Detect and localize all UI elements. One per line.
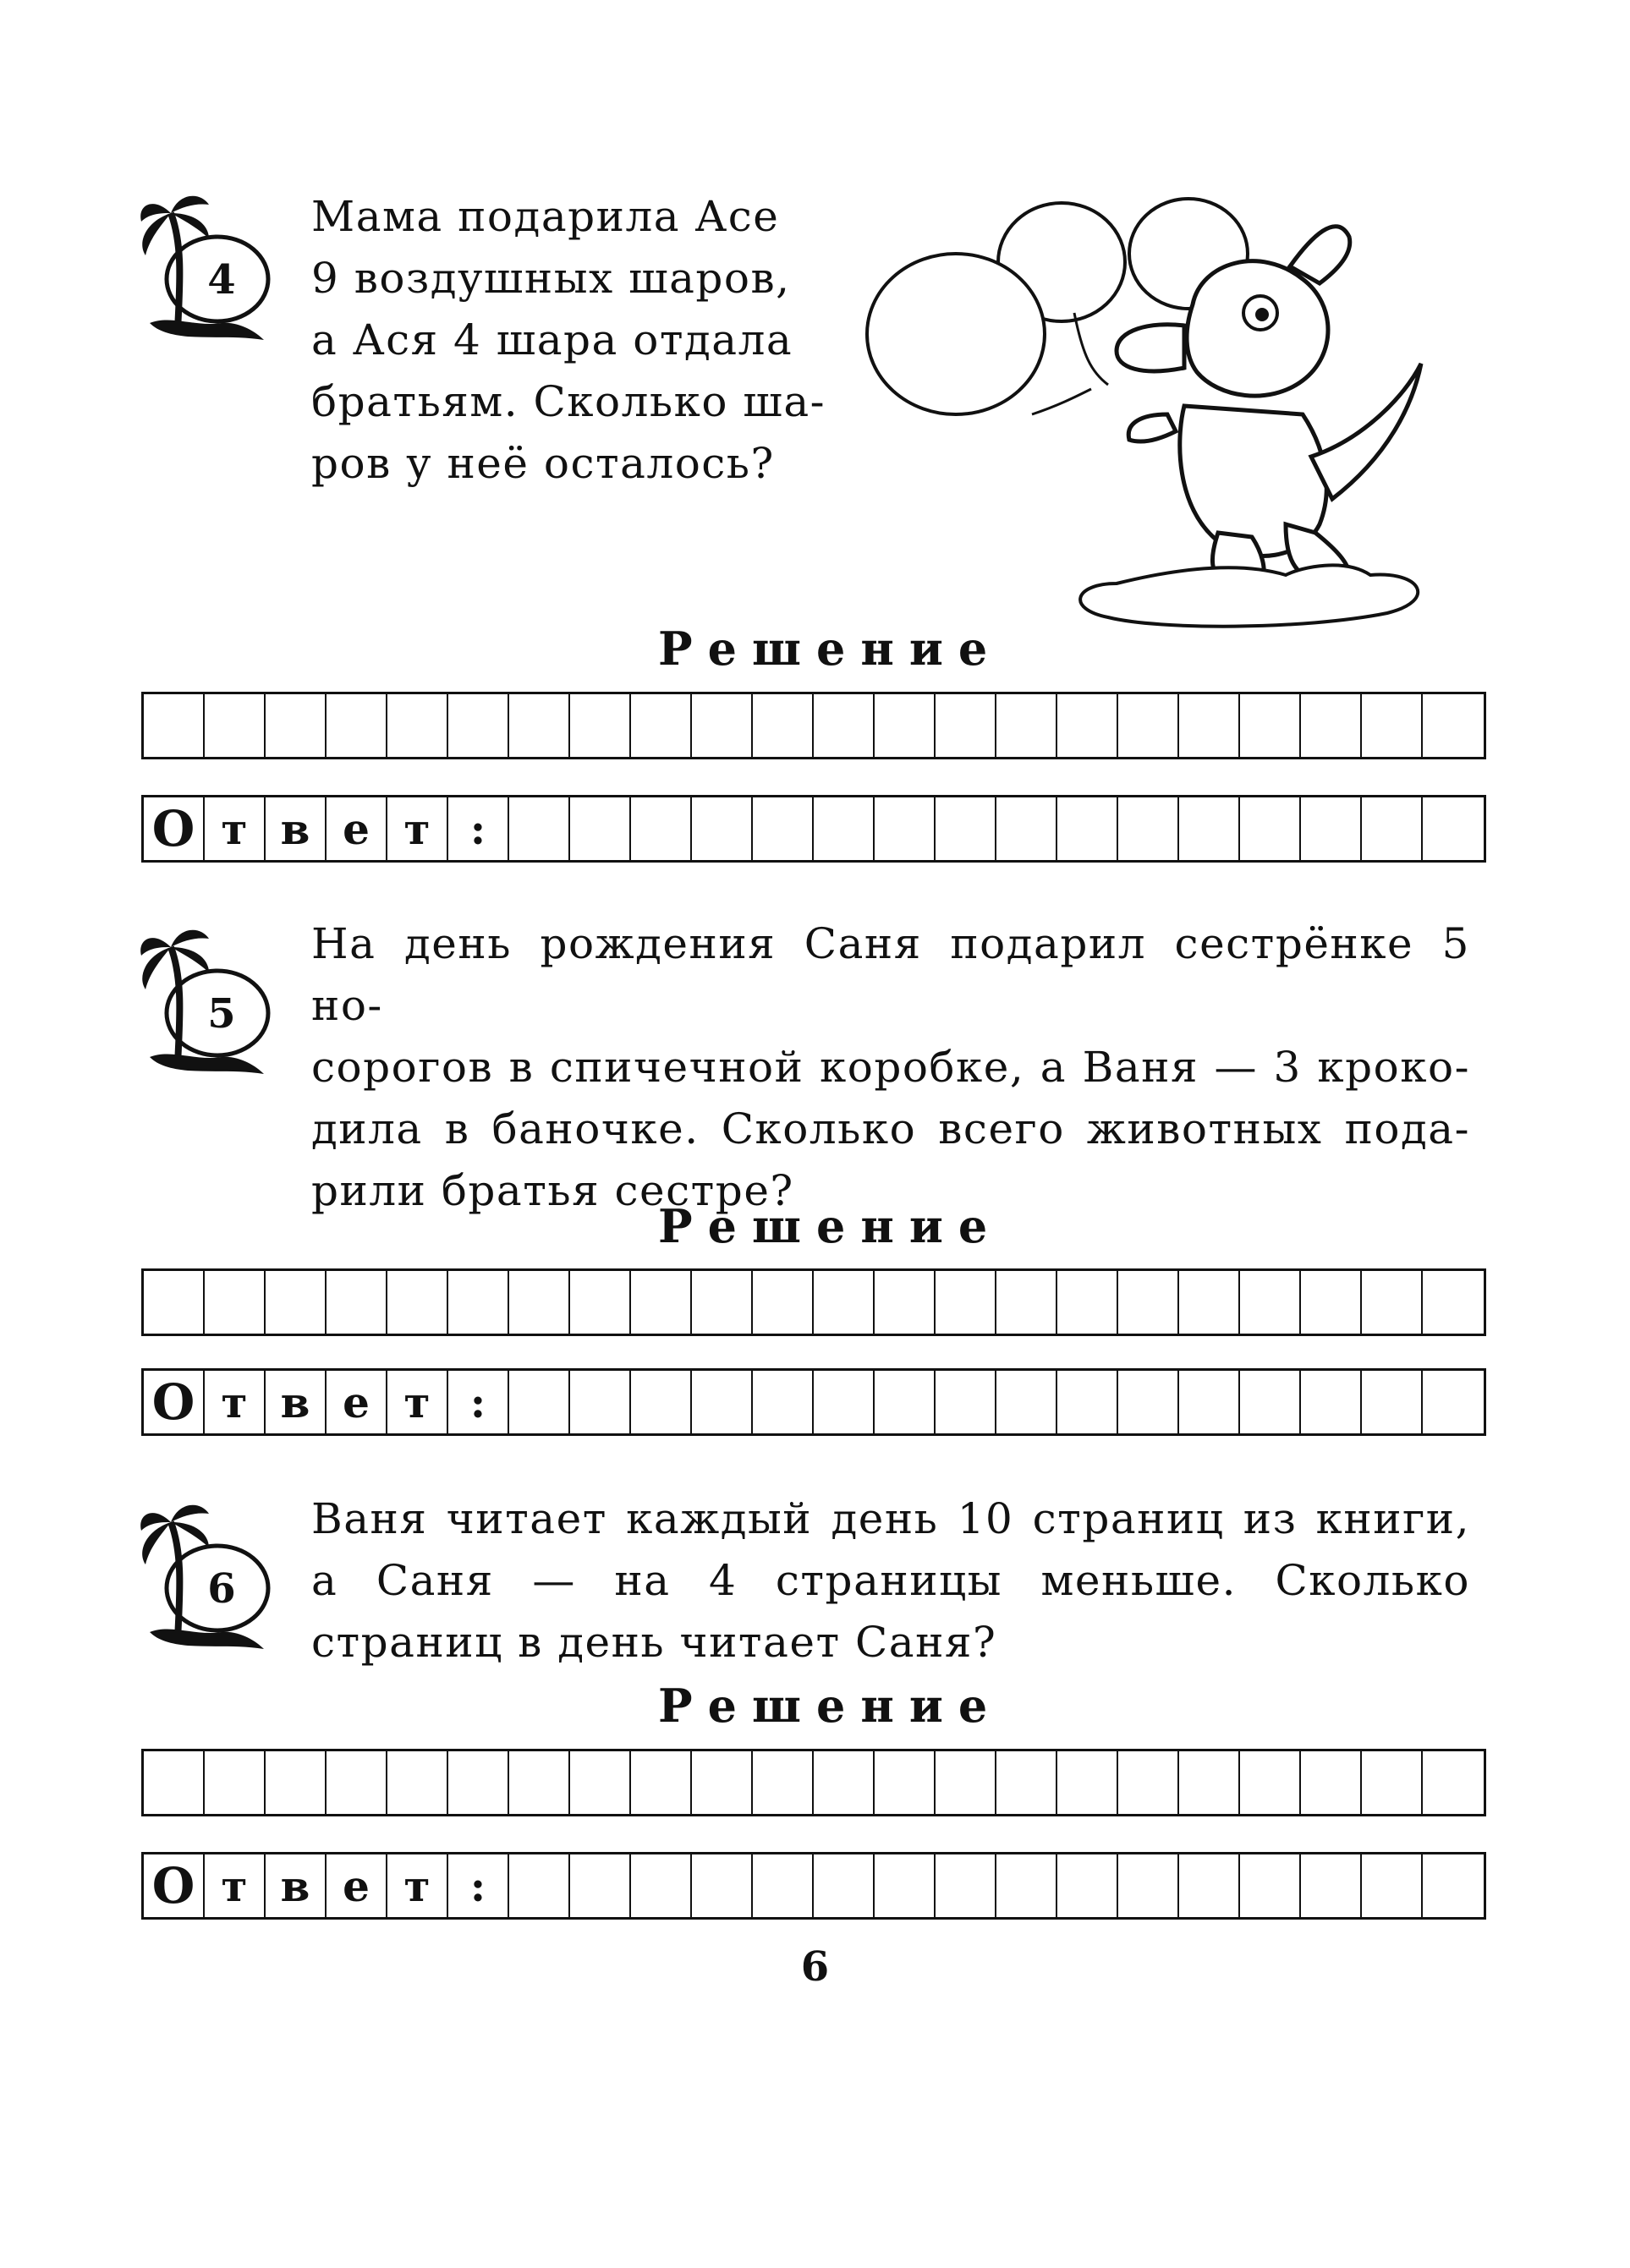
grid-cell[interactable] [1240, 1371, 1301, 1433]
grid-cell[interactable] [448, 694, 509, 757]
grid-cell[interactable] [1362, 1854, 1423, 1917]
answer-label-cell: т [205, 797, 266, 860]
grid-cell[interactable] [1057, 694, 1118, 757]
answer-label-cell: : [448, 797, 509, 860]
grid-cell[interactable] [509, 1371, 570, 1433]
grid-cell[interactable] [1240, 1854, 1301, 1917]
grid-cell[interactable] [448, 1271, 509, 1334]
grid-cell[interactable] [1057, 1271, 1118, 1334]
grid-cell[interactable] [205, 1271, 266, 1334]
grid-cell[interactable] [936, 694, 996, 757]
task-line: страниц в день читает Саня? [311, 1618, 997, 1667]
solution-grid[interactable] [141, 1749, 1486, 1816]
answer-label-cell: е [327, 1371, 387, 1433]
grid-cell[interactable] [327, 694, 387, 757]
palm-tree-egg-icon [137, 922, 272, 1082]
grid-cell[interactable] [753, 1751, 814, 1814]
grid-cell[interactable] [1423, 1271, 1484, 1334]
grid-cell[interactable] [996, 1854, 1057, 1917]
answer-label-cell: т [387, 1371, 448, 1433]
grid-cell[interactable] [631, 1271, 692, 1334]
grid-cell[interactable] [814, 1371, 875, 1433]
task-text [311, 913, 1470, 1222]
grid-cell[interactable] [1362, 1271, 1423, 1334]
task-text [311, 1488, 1470, 1674]
grid-cell[interactable] [1423, 1854, 1484, 1917]
grid-cell[interactable] [509, 1854, 570, 1917]
task-text [311, 186, 826, 495]
grid-cell[interactable] [448, 1751, 509, 1814]
grid-cell[interactable] [509, 1271, 570, 1334]
answer-label-cell: в [266, 797, 327, 860]
grid-cell[interactable] [570, 1751, 631, 1814]
grid-cell[interactable] [631, 1751, 692, 1814]
task-line: а Ася 4 шара отдала [311, 315, 793, 364]
task-number: 4 [207, 256, 236, 304]
task-line: 9 воздушных шаров, [311, 254, 791, 303]
task-line: ров у неё осталось? [311, 439, 775, 488]
grid-cell[interactable] [996, 1271, 1057, 1334]
grid-cell[interactable] [996, 1371, 1057, 1433]
grid-cell[interactable] [570, 1854, 631, 1917]
answer-label-cell: е [327, 797, 387, 860]
task-line: На день рождения Саня подарил сестрёнке 5 но- [311, 919, 1470, 1030]
page-number: 6 [800, 1943, 830, 1991]
solution-heading: Решение [658, 1679, 1003, 1733]
grid-cell[interactable] [1423, 694, 1484, 757]
grid-cell[interactable] [266, 1751, 327, 1814]
grid-cell[interactable] [1179, 694, 1240, 757]
answer-label-cell: т [205, 1371, 266, 1433]
grid-cell[interactable] [875, 1854, 936, 1917]
answer-label-cell: : [448, 1371, 509, 1433]
solution-grid[interactable] [141, 692, 1486, 759]
grid-cell[interactable] [1179, 1271, 1240, 1334]
grid-cell[interactable] [144, 1751, 205, 1814]
answer-grid[interactable] [141, 1852, 1486, 1920]
grid-cell[interactable] [996, 694, 1057, 757]
grid-cell[interactable] [1301, 1751, 1362, 1814]
answer-grid[interactable] [141, 1368, 1486, 1436]
grid-cell[interactable] [631, 694, 692, 757]
grid-cell[interactable] [996, 797, 1057, 860]
grid-cell[interactable] [814, 694, 875, 757]
grid-cell[interactable] [1118, 1854, 1179, 1917]
grid-cell[interactable] [1118, 694, 1179, 757]
grid-cell[interactable] [1301, 797, 1362, 860]
grid-cell[interactable] [692, 797, 753, 860]
answer-grid[interactable] [141, 795, 1486, 863]
grid-cell[interactable] [509, 694, 570, 757]
answer-label-cell: в [266, 1371, 327, 1433]
grid-cell[interactable] [1362, 694, 1423, 757]
grid-cell[interactable] [1057, 1371, 1118, 1433]
grid-cell[interactable] [1057, 797, 1118, 860]
task-number: 6 [207, 1565, 236, 1613]
grid-cell[interactable] [1423, 1751, 1484, 1814]
grid-cell[interactable] [753, 1371, 814, 1433]
grid-cell[interactable] [1118, 1271, 1179, 1334]
grid-cell[interactable] [1179, 797, 1240, 860]
grid-cell[interactable] [387, 1751, 448, 1814]
grid-cell[interactable] [387, 694, 448, 757]
solution-heading: Решение [658, 622, 1003, 676]
task-line: Ваня читает каждый день 10 страниц из книги, [311, 1494, 1470, 1543]
grid-cell[interactable] [814, 797, 875, 860]
grid-cell[interactable] [1118, 1371, 1179, 1433]
grid-cell[interactable] [144, 694, 205, 757]
grid-cell[interactable] [1179, 1371, 1240, 1433]
grid-cell[interactable] [570, 797, 631, 860]
grid-cell[interactable] [936, 1371, 996, 1433]
grid-cell[interactable] [205, 1751, 266, 1814]
grid-cell[interactable] [996, 1751, 1057, 1814]
solution-grid[interactable] [141, 1268, 1486, 1336]
grid-cell[interactable] [936, 1271, 996, 1334]
grid-cell[interactable] [692, 694, 753, 757]
grid-cell[interactable] [875, 1371, 936, 1433]
task-line: Мама подарила Асе [311, 192, 780, 241]
grid-cell[interactable] [936, 1751, 996, 1814]
grid-cell[interactable] [1057, 1854, 1118, 1917]
grid-cell[interactable] [1118, 1751, 1179, 1814]
grid-cell[interactable] [1240, 694, 1301, 757]
grid-cell[interactable] [1301, 1371, 1362, 1433]
palm-tree-egg-icon [137, 1497, 272, 1657]
grid-cell[interactable] [631, 1854, 692, 1917]
grid-cell[interactable] [1423, 1371, 1484, 1433]
grid-cell[interactable] [936, 1854, 996, 1917]
task-line: дила в баночке. Сколько всего животных пода- [311, 1104, 1470, 1153]
grid-cell[interactable] [327, 1271, 387, 1334]
answer-label-cell: в [266, 1854, 327, 1917]
grid-cell[interactable] [753, 797, 814, 860]
task-number: 5 [207, 990, 236, 1038]
grid-cell[interactable] [570, 1271, 631, 1334]
task-line: а Саня — на 4 страницы меньше. Сколько [311, 1556, 1470, 1605]
grid-cell[interactable] [814, 1751, 875, 1814]
grid-cell[interactable] [1423, 797, 1484, 860]
task-line: братьям. Сколько ша- [311, 377, 826, 426]
dinosaur-with-balloons-icon [863, 186, 1455, 643]
grid-cell[interactable] [1240, 797, 1301, 860]
grid-cell[interactable] [1179, 1751, 1240, 1814]
grid-cell[interactable] [875, 797, 936, 860]
grid-cell[interactable] [875, 694, 936, 757]
grid-cell[interactable] [205, 694, 266, 757]
grid-cell[interactable] [266, 1271, 327, 1334]
grid-cell[interactable] [814, 1854, 875, 1917]
grid-cell[interactable] [144, 1271, 205, 1334]
answer-label-cell: : [448, 1854, 509, 1917]
grid-cell[interactable] [692, 1751, 753, 1814]
grid-cell[interactable] [1057, 1751, 1118, 1814]
answer-label-cell: т [387, 1854, 448, 1917]
grid-cell[interactable] [1301, 694, 1362, 757]
grid-cell[interactable] [631, 1371, 692, 1433]
grid-cell[interactable] [936, 797, 996, 860]
grid-cell[interactable] [1301, 1854, 1362, 1917]
grid-cell[interactable] [327, 1751, 387, 1814]
grid-cell[interactable] [753, 694, 814, 757]
grid-cell[interactable] [1179, 1854, 1240, 1917]
grid-cell[interactable] [692, 1271, 753, 1334]
answer-label-cell: е [327, 1854, 387, 1917]
grid-cell[interactable] [753, 1854, 814, 1917]
solution-heading: Решение [658, 1199, 1003, 1253]
task-line: рили братья сестре? [311, 1166, 794, 1215]
palm-tree-egg-icon [137, 188, 272, 348]
grid-cell[interactable] [631, 797, 692, 860]
grid-cell[interactable] [1240, 1751, 1301, 1814]
answer-label-cell: т [205, 1854, 266, 1917]
grid-cell[interactable] [692, 1371, 753, 1433]
grid-cell[interactable] [1362, 1371, 1423, 1433]
grid-cell[interactable] [509, 1751, 570, 1814]
grid-cell[interactable] [753, 1271, 814, 1334]
answer-label-cell: т [387, 797, 448, 860]
task-line: сорогов в спичечной коробке, а Ваня — 3 кроко- [311, 1043, 1470, 1092]
answer-label-cell: О [144, 797, 205, 860]
grid-cell[interactable] [266, 694, 327, 757]
grid-cell[interactable] [1240, 1271, 1301, 1334]
grid-cell[interactable] [875, 1271, 936, 1334]
grid-cell[interactable] [1118, 797, 1179, 860]
grid-cell[interactable] [1362, 1751, 1423, 1814]
grid-cell[interactable] [692, 1854, 753, 1917]
grid-cell[interactable] [814, 1271, 875, 1334]
answer-label-cell: О [144, 1371, 205, 1433]
grid-cell[interactable] [570, 1371, 631, 1433]
answer-label-cell: О [144, 1854, 205, 1917]
grid-cell[interactable] [509, 797, 570, 860]
grid-cell[interactable] [875, 1751, 936, 1814]
grid-cell[interactable] [387, 1271, 448, 1334]
grid-cell[interactable] [570, 694, 631, 757]
grid-cell[interactable] [1301, 1271, 1362, 1334]
grid-cell[interactable] [1362, 797, 1423, 860]
